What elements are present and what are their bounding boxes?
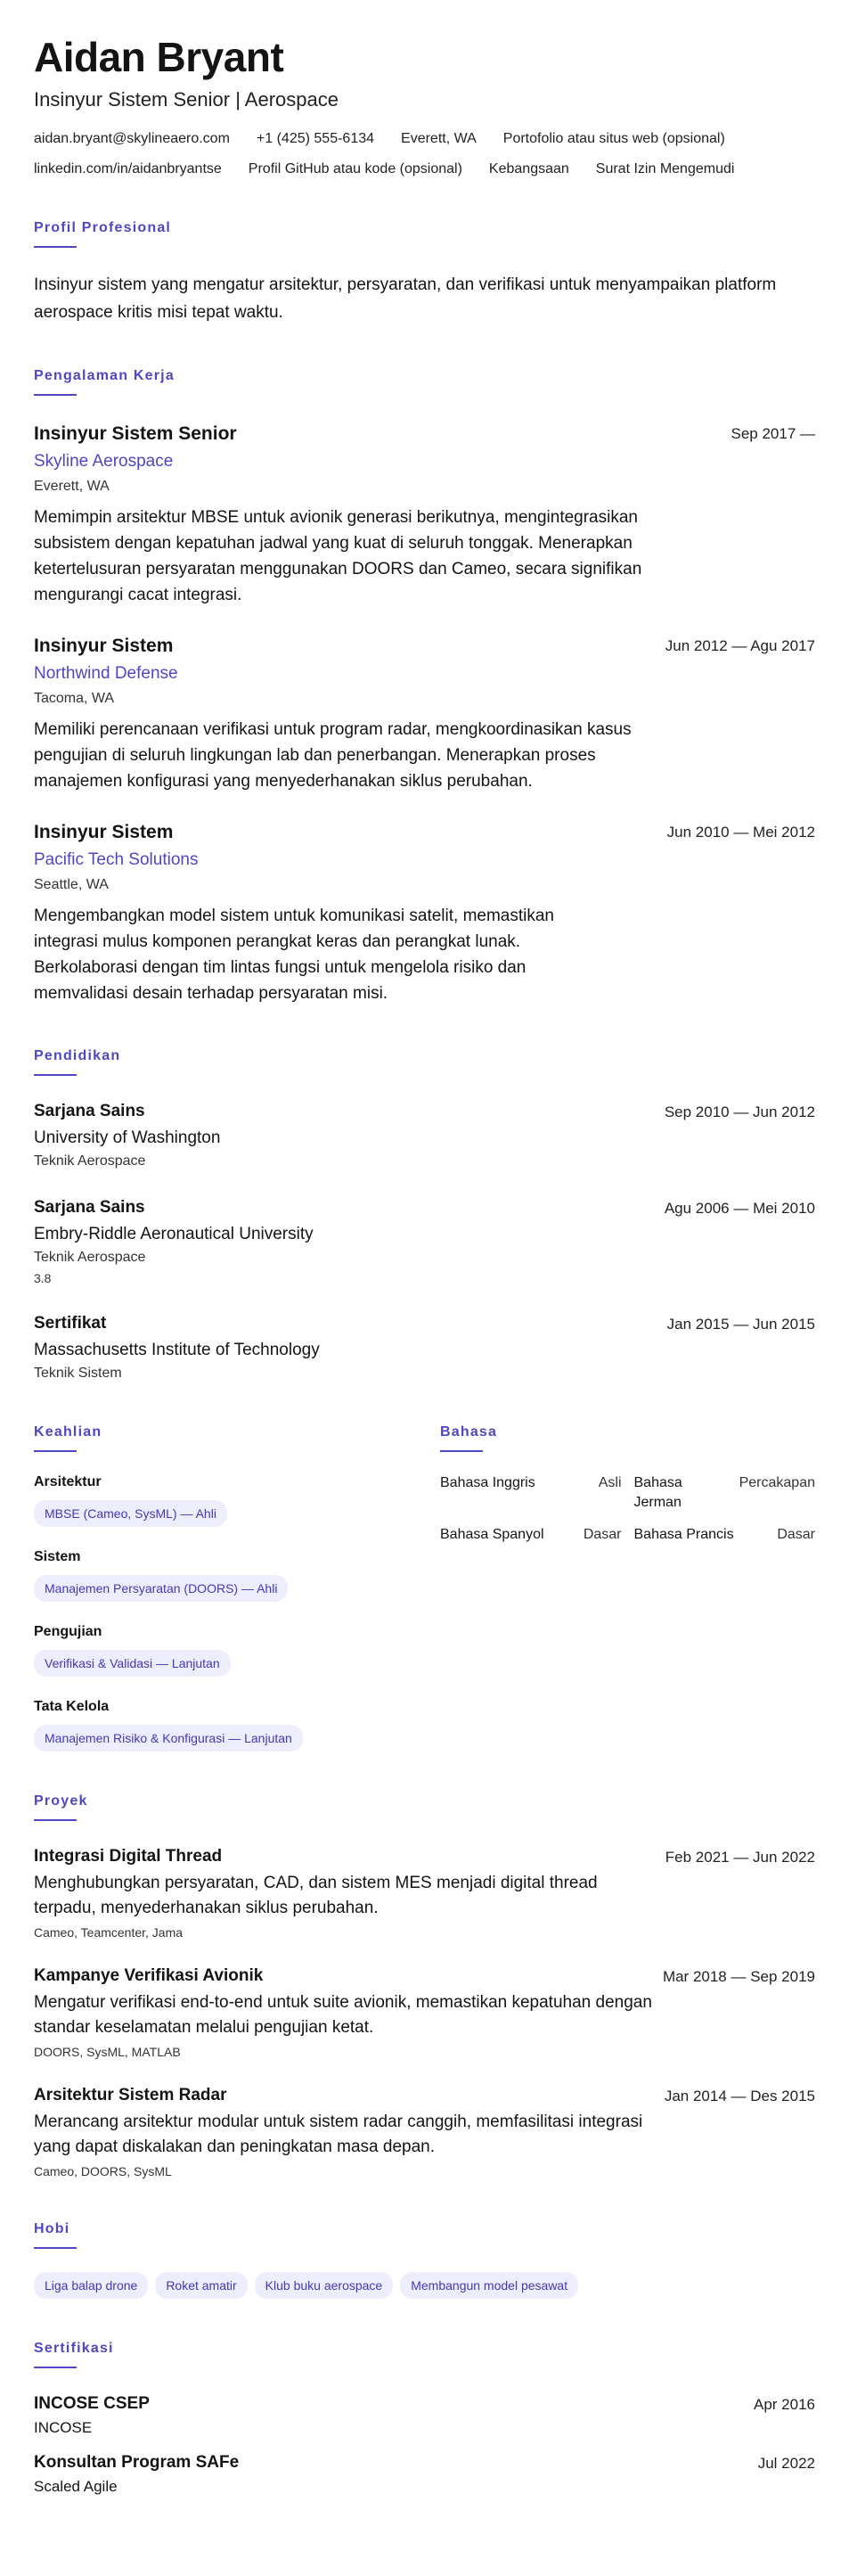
- skill-group: [34, 1623, 440, 1677]
- skill-chip: MBSE (Cameo, SysML) — Ahli: [34, 1500, 227, 1527]
- resume-header: [34, 32, 815, 178]
- education-field: Teknik Aerospace: [34, 1153, 146, 1169]
- education-entry: [34, 1197, 815, 1286]
- contact-phone[interactable]: +1 (425) 555-6134: [256, 131, 375, 146]
- section-title-languages: Bahasa: [440, 1424, 498, 1440]
- job-description: Memiliki perencanaan verifikasi untuk program radar, mengkoordinasikan kasus pengujian di seluruh lingkungan lab dan penerbangan. Menerapkan proses manajemen konfigurasi yang menyederhanakan siklus perubahan.: [34, 720, 632, 791]
- job-entry: [34, 422, 815, 608]
- language-list: [440, 1473, 815, 1545]
- job-title: Insinyur Sistem Senior: [34, 423, 237, 444]
- certification-date: Apr 2016: [754, 2396, 815, 2413]
- skills-languages-row: [34, 1423, 815, 1752]
- hobby-chip: Membangun model pesawat: [400, 2272, 578, 2299]
- section-divider: [34, 1074, 77, 1076]
- section-divider: [34, 2367, 77, 2368]
- section-divider: [34, 394, 77, 396]
- language-item: [440, 1473, 622, 1513]
- experience-section: [34, 367, 815, 1006]
- project-entry: [34, 1965, 815, 2060]
- education-school: University of Washington: [34, 1128, 221, 1147]
- language-item: [634, 1525, 816, 1545]
- language-name: Bahasa Inggris: [440, 1475, 535, 1490]
- project-description: Menghubungkan persyaratan, CAD, dan sistem MES menjadi digital thread terpadu, menyederhanakan siklus perubahan.: [34, 1874, 598, 1917]
- job-company: Northwind Defense: [34, 664, 178, 683]
- education-school: Massachusetts Institute of Technology: [34, 1341, 320, 1359]
- hobbies-section: [34, 2220, 815, 2299]
- language-level: Dasar: [777, 1527, 815, 1542]
- job-company: Pacific Tech Solutions: [34, 850, 199, 869]
- section-title-certifications: Sertifikasi: [34, 2341, 114, 2356]
- certification-entry: [34, 2393, 815, 2438]
- education-date: Agu 2006 — Mei 2010: [664, 1200, 815, 1217]
- section-divider: [34, 246, 77, 248]
- language-name: Bahasa Prancis: [633, 1527, 734, 1542]
- section-divider: [34, 1450, 77, 1452]
- languages-section: [440, 1423, 815, 1752]
- certification-issuer: INCOSE: [34, 2419, 93, 2436]
- project-description: Mengatur verifikasi end-to-end untuk suite avionik, memastikan kepatuhan dengan standar keselamatan melalui pengujian ketat.: [34, 1993, 652, 2037]
- language-level: Dasar: [583, 1527, 622, 1542]
- section-title-hobbies: Hobi: [34, 2221, 70, 2236]
- education-gpa: 3.8: [34, 1271, 52, 1285]
- skill-chip: Manajemen Persyaratan (DOORS) — Ahli: [34, 1575, 288, 1602]
- candidate-headline: Insinyur Sistem Senior | Aerospace: [34, 88, 339, 111]
- project-description: Merancang arsitektur modular untuk sistem radar canggih, memfasilitasi integrasi yang dapat diskalakan dan peningkatan masa depan.: [34, 2112, 643, 2156]
- section-divider: [440, 1450, 483, 1452]
- skill-group: [34, 1698, 440, 1752]
- hobby-chip: Liga balap drone: [34, 2272, 148, 2299]
- project-entry: [34, 2085, 815, 2179]
- language-level: Asli: [598, 1475, 622, 1490]
- profile-summary: Insinyur sistem yang mengatur arsitektur, persyaratan, dan verifikasi untuk menyampaikan platform aerospace kritis misi tepat waktu.: [34, 275, 777, 322]
- skill-chip: Manajemen Risiko & Konfigurasi — Lanjutan: [34, 1725, 303, 1752]
- certification-name: INCOSE CSEP: [34, 2394, 150, 2413]
- project-title: Kampanye Verifikasi Avionik: [34, 1966, 264, 1985]
- certification-name: Konsultan Program SAFe: [34, 2453, 240, 2472]
- hobby-list: [34, 2263, 815, 2299]
- contact-drivers-license: Surat Izin Mengemudi: [595, 161, 735, 176]
- job-title: Insinyur Sistem: [34, 822, 174, 842]
- education-degree: Sarjana Sains: [34, 1198, 145, 1217]
- job-title: Insinyur Sistem: [34, 636, 174, 656]
- education-section: [34, 1047, 815, 1382]
- contact-linkedin[interactable]: linkedin.com/in/aidanbryantse: [34, 161, 222, 176]
- project-title: Arsitektur Sistem Radar: [34, 2086, 227, 2104]
- skill-category: Sistem: [34, 1549, 81, 1564]
- section-title-education: Pendidikan: [34, 1048, 121, 1063]
- job-location: Seattle, WA: [34, 877, 109, 892]
- project-date: Feb 2021 — Jun 2022: [665, 1849, 815, 1866]
- hobby-chip: Roket amatir: [155, 2272, 247, 2299]
- job-date: Jun 2012 — Agu 2017: [665, 637, 815, 654]
- job-entry: [34, 821, 815, 1006]
- education-degree: Sertifikat: [34, 1314, 107, 1333]
- section-divider: [34, 2247, 77, 2249]
- job-date: Sep 2017 —: [731, 425, 815, 442]
- section-title-experience: Pengalaman Kerja: [34, 368, 175, 383]
- section-title-profile: Profil Profesional: [34, 220, 172, 235]
- section-title-projects: Proyek: [34, 1793, 88, 1809]
- candidate-name: Aidan Bryant: [34, 34, 284, 80]
- job-company: Skyline Aerospace: [34, 452, 174, 471]
- education-entry: [34, 1313, 815, 1382]
- language-name: Bahasa Jerman: [633, 1475, 682, 1510]
- project-title: Integrasi Digital Thread: [34, 1847, 223, 1866]
- project-date: Mar 2018 — Sep 2019: [662, 1968, 815, 1985]
- education-degree: Sarjana Sains: [34, 1102, 145, 1120]
- language-name: Bahasa Spanyol: [440, 1527, 544, 1542]
- certifications-section: [34, 2340, 815, 2497]
- contact-nationality: Kebangsaan: [488, 161, 569, 176]
- skill-category: Pengujian: [34, 1624, 102, 1639]
- job-description: Mengembangkan model sistem untuk komunikasi satelit, memastikan integrasi mulus komponen perangkat keras dan perangkat lunak. Berkolaborasi dengan tim lintas fungsi untuk mengelola risiko dan memvalidasi desain terhadap persyaratan misi.: [34, 907, 554, 1003]
- contact-info: [34, 130, 815, 178]
- certification-entry: [34, 2452, 815, 2497]
- certification-date: Jul 2022: [757, 2455, 815, 2472]
- education-field: Teknik Aerospace: [34, 1250, 146, 1265]
- education-date: Jan 2015 — Jun 2015: [666, 1316, 815, 1333]
- skill-group: [34, 1548, 440, 1602]
- skill-chip: Verifikasi & Validasi — Lanjutan: [34, 1650, 231, 1677]
- profile-section: [34, 219, 815, 326]
- skill-category: Arsitektur: [34, 1474, 102, 1489]
- contact-location: Everett, WA: [401, 131, 477, 146]
- skill-category: Tata Kelola: [34, 1699, 110, 1714]
- project-tech: DOORS, SysML, MATLAB: [34, 2045, 181, 2059]
- job-date: Jun 2010 — Mei 2012: [666, 824, 815, 841]
- project-entry: [34, 1846, 815, 1940]
- job-location: Tacoma, WA: [34, 691, 115, 706]
- job-entry: [34, 635, 815, 794]
- projects-section: [34, 1793, 815, 2179]
- project-date: Jan 2014 — Des 2015: [664, 2088, 815, 2104]
- contact-email[interactable]: aidan.bryant@skylineaero.com: [34, 131, 230, 146]
- education-entry: [34, 1101, 815, 1170]
- education-school: Embry-Riddle Aeronautical University: [34, 1225, 314, 1243]
- job-location: Everett, WA: [34, 479, 110, 494]
- skill-group: [34, 1473, 440, 1527]
- hobby-chip: Klub buku aerospace: [255, 2272, 394, 2299]
- job-description: Memimpin arsitektur MBSE untuk avionik generasi berikutnya, mengintegrasikan subsistem dengan kepatuhan jadwal yang kuat di seluruh tonggak. Menerapkan ketertelusuran persyaratan menggunakan DOORS dan Cameo, secara signifikan mengurangi cacat integrasi.: [34, 508, 642, 604]
- certification-issuer: Scaled Agile: [34, 2478, 118, 2495]
- section-title-skills: Keahlian: [34, 1424, 102, 1440]
- project-tech: Cameo, Teamcenter, Jama: [34, 1925, 184, 1940]
- language-item: [440, 1525, 622, 1545]
- education-date: Sep 2010 — Jun 2012: [664, 1103, 815, 1120]
- contact-github[interactable]: Profil GitHub atau kode (opsional): [248, 161, 462, 176]
- contact-portfolio[interactable]: Portofolio atau situs web (opsional): [502, 131, 725, 146]
- project-tech: Cameo, DOORS, SysML: [34, 2164, 172, 2178]
- language-level: Percakapan: [739, 1475, 815, 1490]
- language-item: [634, 1473, 816, 1513]
- education-field: Teknik Sistem: [34, 1366, 122, 1381]
- section-divider: [34, 1819, 77, 1821]
- skills-section: [34, 1423, 440, 1752]
